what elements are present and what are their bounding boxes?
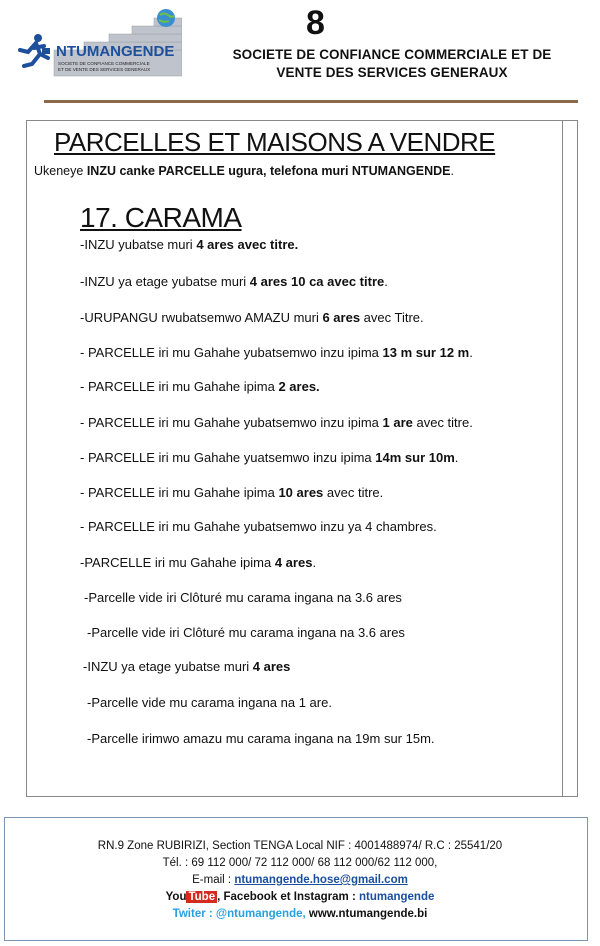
subtitle-bold: INZU canke PARCELLE ugura, telefona muri NTUMANGENDE	[86, 164, 451, 178]
listing-item: - PARCELLE iri mu Gahahe yuatsemwo inzu ipima 14m sur 10m.	[80, 450, 459, 465]
listing-item: - PARCELLE iri mu Gahahe yubatsemwo inzu ipima 13 m sur 12 m.	[80, 345, 473, 360]
listing-item: -INZU ya etage yubatse muri 4 ares 10 ca avec titre.	[80, 274, 388, 289]
listing-item: -Parcelle vide iri Clôturé mu carama ingana na 3.6 ares	[87, 625, 405, 640]
company-line-1: SOCIETE DE CONFIANCE COMMERCIALE ET DE	[232, 47, 552, 62]
footer-web	[0, 908, 600, 920]
subtitle-suffix: .	[450, 164, 454, 178]
company-logo	[14, 8, 182, 80]
website-link[interactable]: www.ntumangende.bi	[305, 908, 428, 920]
frame-inner-line	[562, 121, 563, 796]
listing-item: -URUPANGU rwubatsemwo AMAZU muri 6 ares avec Titre.	[80, 310, 424, 325]
footer-social	[0, 891, 600, 903]
footer-address: RN.9 Zone RUBIRIZI, Section TENGA Local NIF : 4001488974/ R.C : 25541/20	[97, 840, 503, 852]
youtube-you[interactable]: You	[165, 891, 187, 903]
listing-item: -Parcelle irimwo amazu mu carama ingana na 19m sur 15m.	[87, 731, 435, 746]
listing-item: -Parcelle vide mu carama ingana na 1 are.	[87, 695, 332, 710]
header-divider	[44, 100, 578, 103]
email-link[interactable]: ntumangende.hose@gmail.com	[234, 874, 408, 886]
company-name	[204, 46, 580, 82]
listing-item: -Parcelle vide iri Clôturé mu carama ingana na 3.6 ares	[84, 590, 402, 605]
youtube-tube[interactable]: Tube	[188, 891, 216, 903]
svg-text:SOCIETE DE CONFIANCE COMMERCIA: SOCIETE DE CONFIANCE COMMERCIALE	[58, 61, 150, 66]
svg-text:NTUMANGENDE: NTUMANGENDE	[56, 43, 175, 60]
subtitle-prefix: Ukeneye	[34, 164, 87, 178]
listing-item: - PARCELLE iri mu Gahahe yubatsemwo inzu ya 4 chambres.	[80, 519, 437, 534]
social-middle: , Facebook et Instagram :	[217, 891, 359, 903]
footer-phones: Tél. : 69 112 000/ 72 112 000/ 68 112 000/62 112 000,	[162, 857, 438, 869]
page-number: 8	[306, 4, 325, 42]
footer-email	[0, 874, 600, 886]
svg-text:ET DE VENTE DES SERVICES GENER: ET DE VENTE DES SERVICES GENERAUX	[58, 67, 151, 72]
section-title: 17. CARAMA	[80, 202, 242, 233]
listing-item: - PARCELLE iri mu Gahahe ipima 2 ares.	[80, 379, 320, 394]
listing-item: -INZU ya etage yubatse muri 4 ares	[83, 659, 291, 674]
company-line-2: VENTE DES SERVICES GENERAUX	[276, 65, 508, 80]
listing-item: - PARCELLE iri mu Gahahe yubatsemwo inzu ipima 1 are avec titre.	[80, 415, 473, 430]
listing-item: - PARCELLE iri mu Gahahe ipima 10 ares avec titre.	[80, 485, 384, 500]
email-label: E-mail :	[192, 874, 235, 886]
listing-item: -PARCELLE iri mu Gahahe ipima 4 ares.	[80, 555, 317, 570]
listing-item: -INZU yubatse muri 4 ares avec titre.	[80, 237, 299, 252]
page-title: PARCELLES ET MAISONS A VENDRE	[54, 127, 496, 157]
twitter-handle[interactable]: Twiter : @ntumangende,	[172, 908, 306, 920]
subtitle	[34, 164, 454, 178]
instagram-handle[interactable]: ntumangende	[358, 891, 435, 903]
